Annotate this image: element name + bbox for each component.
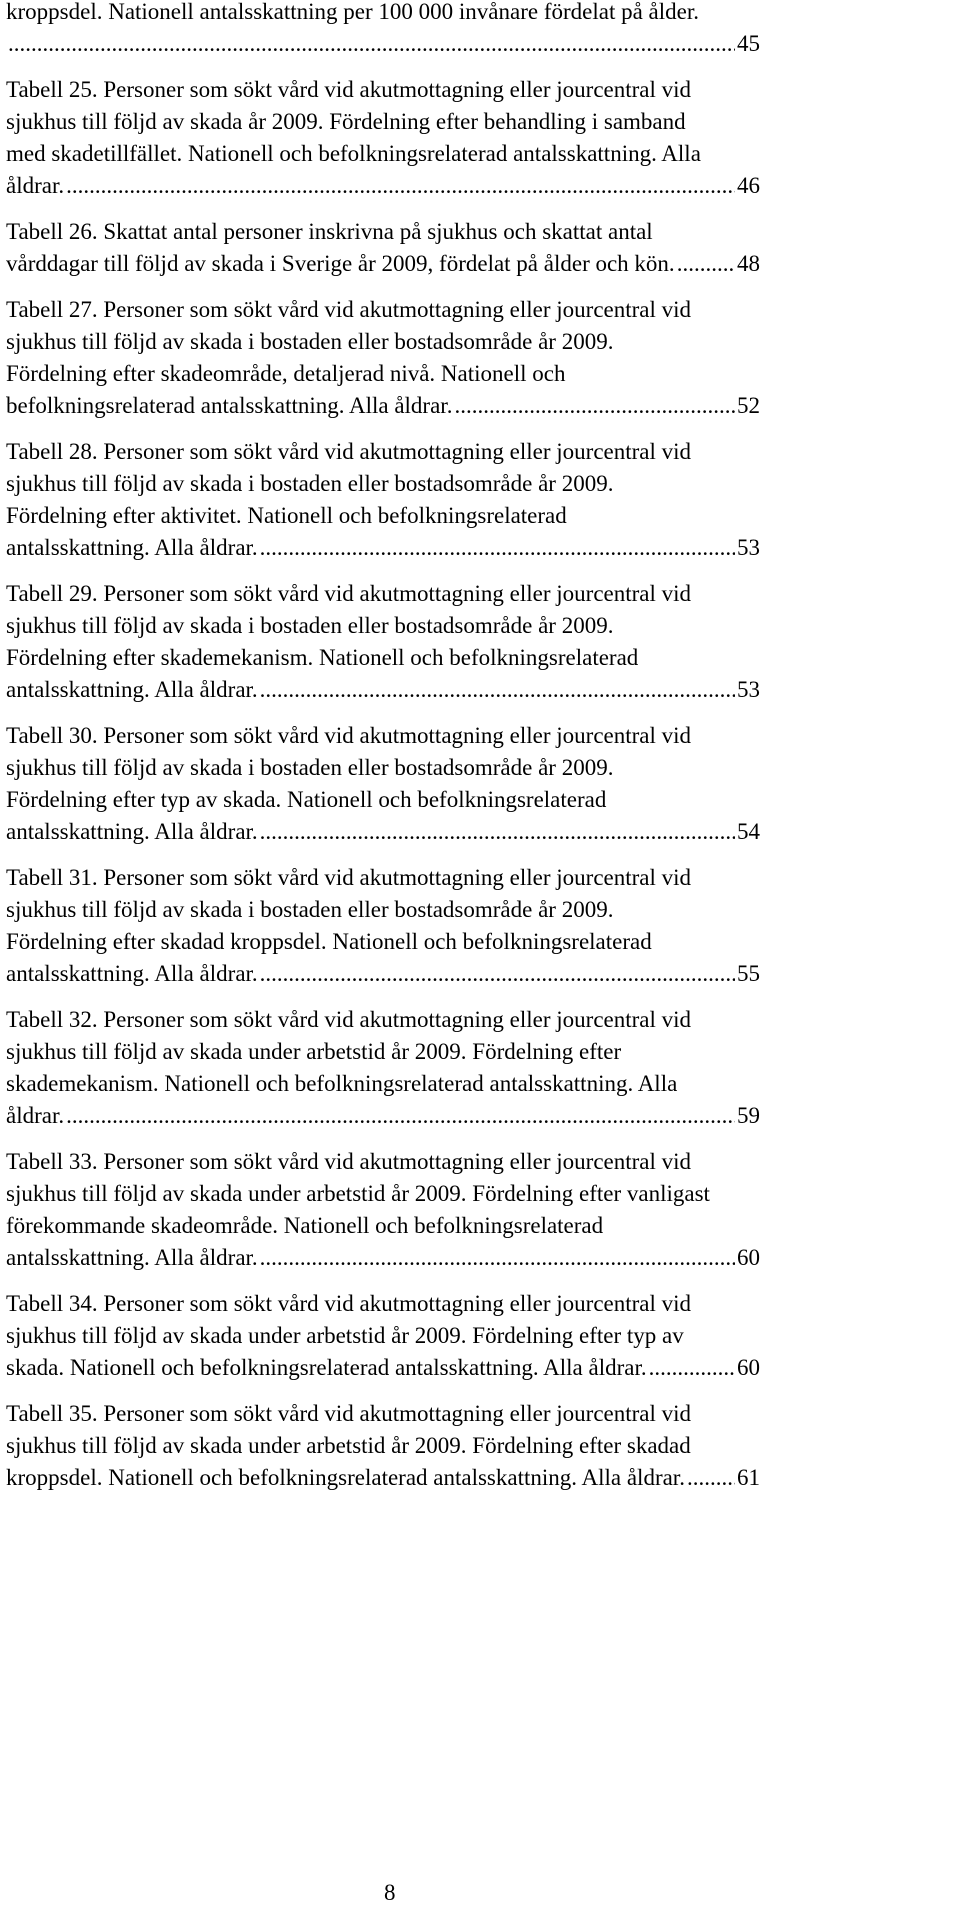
toc-entry-last-line	[6, 390, 760, 422]
toc-entry-line: Tabell 29. Personer som sökt vård vid akutmottagning eller jourcentral vid	[6, 581, 692, 606]
toc-entry[interactable]	[6, 1398, 760, 1494]
toc-entry-text: kroppsdel. Nationell och befolkningsrelaterad antalsskattning. Alla åldrar.	[6, 1465, 685, 1490]
toc-entry-line: Tabell 25. Personer som sökt vård vid akutmottagning eller jourcentral vid	[6, 77, 692, 102]
toc-entry-text: åldrar.	[6, 173, 65, 198]
toc-entry[interactable]	[6, 1004, 760, 1132]
toc-page-number: 53	[737, 677, 760, 702]
toc-page-number: 59	[737, 1103, 760, 1128]
toc-entry-last-line	[6, 170, 760, 202]
toc-page-number: 60	[737, 1245, 760, 1270]
toc-entry-line: skademekanism. Nationell och befolkningsrelaterad antalsskattning. Alla	[6, 1071, 678, 1096]
toc-entry-line: sjukhus till följd av skada i bostaden eller bostadsområde år 2009.	[6, 755, 614, 780]
dot-leader	[66, 1100, 735, 1132]
dot-leader	[260, 674, 735, 706]
toc-entry-last-line	[6, 1100, 760, 1132]
toc-page-number: 54	[737, 819, 760, 844]
toc-entry-last-line	[6, 674, 760, 706]
toc-page-number: 48	[737, 251, 760, 276]
toc-entry-line: Tabell 26. Skattat antal personer inskrivna på sjukhus och skattat antal	[6, 219, 653, 244]
toc-entry-line: sjukhus till följd av skada under arbetstid år 2009. Fördelning efter	[6, 1039, 622, 1064]
toc-page-number: 60	[737, 1355, 760, 1380]
toc-entry-text: antalsskattning. Alla åldrar.	[6, 535, 258, 560]
toc-entry[interactable]	[6, 0, 760, 60]
toc-entry-line: förekommande skadeområde. Nationell och befolkningsrelaterad	[6, 1213, 604, 1238]
footer-page-number: 8	[384, 1880, 396, 1905]
toc-entry-line: Tabell 30. Personer som sökt vård vid akutmottagning eller jourcentral vid	[6, 723, 692, 748]
toc-entry-line: Fördelning efter skademekanism. Nationell och befolkningsrelaterad	[6, 645, 639, 670]
toc-entry-line: sjukhus till följd av skada i bostaden eller bostadsområde år 2009.	[6, 471, 614, 496]
dot-leader	[687, 1462, 735, 1494]
toc-entry[interactable]	[6, 74, 760, 202]
toc-entry-line: Tabell 34. Personer som sökt vård vid akutmottagning eller jourcentral vid	[6, 1291, 692, 1316]
toc-entry-line: kroppsdel. Nationell antalsskattning per 100 000 invånare fördelat på ålder.	[6, 0, 699, 24]
toc-entry-line: Fördelning efter skadeområde, detaljerad nivå. Nationell och	[6, 361, 566, 386]
toc-entry-line: sjukhus till följd av skada i bostaden eller bostadsområde år 2009.	[6, 329, 614, 354]
toc-entry-text: skada. Nationell och befolkningsrelaterad antalsskattning. Alla åldrar.	[6, 1355, 647, 1380]
toc-entry-last-line	[6, 816, 760, 848]
dot-leader	[677, 248, 735, 280]
toc-entry[interactable]	[6, 294, 760, 422]
toc-page-number: 45	[737, 31, 760, 56]
toc-entry[interactable]	[6, 720, 760, 848]
toc-entry-line: med skadetillfället. Nationell och befolkningsrelaterad antalsskattning. Alla	[6, 141, 701, 166]
toc-entry-line: Fördelning efter aktivitet. Nationell och befolkningsrelaterad	[6, 503, 567, 528]
toc-entry-line: sjukhus till följd av skada under arbetstid år 2009. Fördelning efter typ av	[6, 1323, 684, 1348]
toc-entry-line: Tabell 27. Personer som sökt vård vid akutmottagning eller jourcentral vid	[6, 297, 692, 322]
toc-entry-last-line	[6, 958, 760, 990]
dot-leader	[260, 816, 735, 848]
toc-entry-line: Tabell 31. Personer som sökt vård vid akutmottagning eller jourcentral vid	[6, 865, 692, 890]
toc-entry-last-line	[6, 248, 760, 280]
toc-entry[interactable]	[6, 436, 760, 564]
dot-leader	[454, 390, 735, 422]
toc-entry-line: sjukhus till följd av skada i bostaden eller bostadsområde år 2009.	[6, 897, 614, 922]
toc-page-number: 55	[737, 961, 760, 986]
toc-entry-line: sjukhus till följd av skada under arbetstid år 2009. Fördelning efter vanligast	[6, 1181, 710, 1206]
toc-entry-last-line	[6, 532, 760, 564]
toc-entry-text: befolkningsrelaterad antalsskattning. Alla åldrar.	[6, 393, 453, 418]
toc-page-number: 52	[737, 393, 760, 418]
dot-leader	[8, 28, 735, 60]
toc-entry-line: Fördelning efter skadad kroppsdel. Nationell och befolkningsrelaterad	[6, 929, 652, 954]
toc-entry[interactable]	[6, 1146, 760, 1274]
toc-entry-text: vårddagar till följd av skada i Sverige år 2009, fördelat på ålder och kön.	[6, 251, 675, 276]
toc-entry-text: antalsskattning. Alla åldrar.	[6, 677, 258, 702]
toc-entry-line: sjukhus till följd av skada i bostaden eller bostadsområde år 2009.	[6, 613, 614, 638]
toc-entry-line: Tabell 28. Personer som sökt vård vid akutmottagning eller jourcentral vid	[6, 439, 692, 464]
toc-page-number: 46	[737, 173, 760, 198]
toc-page-number: 61	[737, 1465, 760, 1490]
toc-entry-line: Fördelning efter typ av skada. Nationell och befolkningsrelaterad	[6, 787, 607, 812]
toc-entry-last-line	[6, 1242, 760, 1274]
toc-entry-line: Tabell 33. Personer som sökt vård vid akutmottagning eller jourcentral vid	[6, 1149, 692, 1174]
toc-entry[interactable]	[6, 216, 760, 280]
table-of-contents	[6, 0, 760, 1508]
toc-entry-last-line	[6, 28, 760, 60]
dot-leader	[649, 1352, 735, 1384]
toc-entry-line: Tabell 35. Personer som sökt vård vid akutmottagning eller jourcentral vid	[6, 1401, 692, 1426]
toc-entry-text: antalsskattning. Alla åldrar.	[6, 961, 258, 986]
dot-leader	[66, 170, 735, 202]
toc-entry[interactable]	[6, 578, 760, 706]
toc-entry-line: Tabell 32. Personer som sökt vård vid akutmottagning eller jourcentral vid	[6, 1007, 692, 1032]
toc-entry-last-line	[6, 1352, 760, 1384]
toc-entry[interactable]	[6, 1288, 760, 1384]
toc-entry[interactable]	[6, 862, 760, 990]
toc-entry-line: sjukhus till följd av skada år 2009. Fördelning efter behandling i samband	[6, 109, 686, 134]
toc-entry-text: antalsskattning. Alla åldrar.	[6, 1245, 258, 1270]
dot-leader	[260, 958, 735, 990]
dot-leader	[260, 532, 735, 564]
dot-leader	[260, 1242, 735, 1274]
toc-entry-text: antalsskattning. Alla åldrar.	[6, 819, 258, 844]
toc-page-number: 53	[737, 535, 760, 560]
toc-entry-last-line	[6, 1462, 760, 1494]
toc-entry-line: sjukhus till följd av skada under arbetstid år 2009. Fördelning efter skadad	[6, 1433, 691, 1458]
toc-entry-text: åldrar.	[6, 1103, 65, 1128]
